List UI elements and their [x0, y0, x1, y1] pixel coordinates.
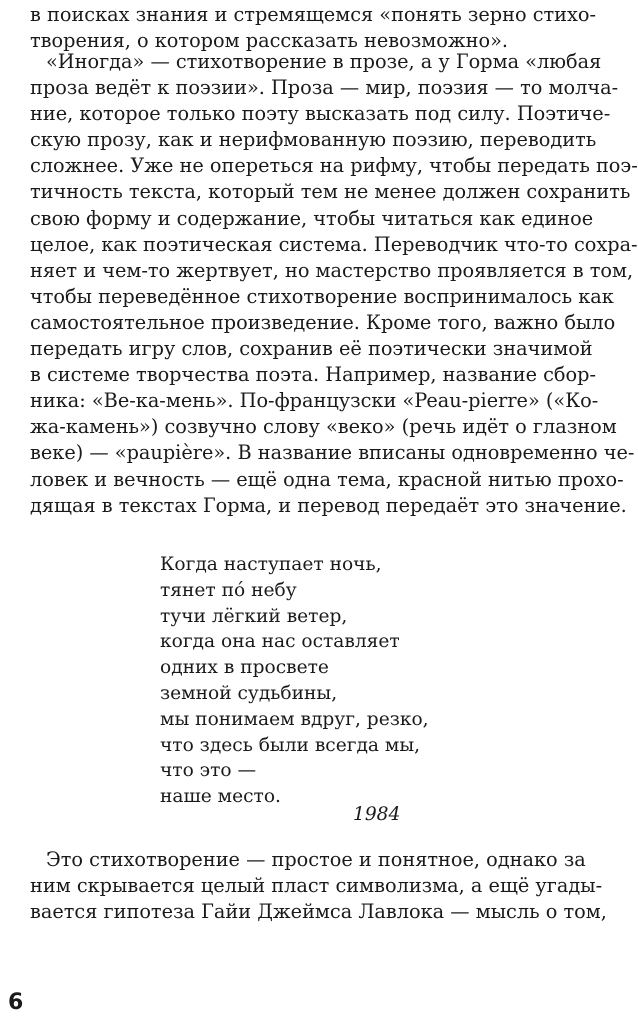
paragraph-main [30, 49, 638, 519]
text-line: тичность текста, который тем не менее должен сохранить [30, 180, 631, 204]
text-line: сложнее. Уже не опереться на рифму, чтобы передать поэ- [30, 154, 638, 178]
poem-line: наше место. [160, 786, 281, 808]
text-line: в поисках знания и стремящемся «понять зерно стихо- [30, 3, 597, 26]
text-line: самостоятельное произведение. Кроме того, важно было [30, 310, 616, 334]
text-line: скую прозу, как и нерифмованную поэзию, переводить [30, 128, 597, 152]
text-line: Это стихотворение — простое и понятное, однако за [46, 848, 586, 871]
text-line: вается гипотеза Гайи Джеймса Лавлока — мысль о том, [30, 900, 607, 924]
page-number: 6 [8, 990, 24, 1015]
text-line: творения, о котором рассказать невозможно». [30, 29, 509, 53]
text-line: чтобы переведённое стихотворение воспринималось как [30, 284, 614, 308]
poem-line: Когда наступает ночь, [160, 554, 382, 575]
poem-line: тучи лёгкий ветер, [160, 605, 348, 627]
text-line: ловек и вечность — ещё одна тема, красной нитью прохо- [30, 467, 624, 491]
poem-line: одних в просвете [160, 657, 329, 679]
paragraph-bottom [30, 847, 607, 925]
text-line: ним скрывается целый пласт символизма, а ещё угады- [30, 874, 603, 898]
text-line: ние, которое только поэту высказать под силу. Поэтиче- [30, 102, 611, 126]
text-line: веке) — «paupière». В название вписаны одновременно че- [30, 441, 635, 465]
text-line: свою форму и содержание, чтобы читаться как единое [30, 206, 594, 230]
text-line: дящая в текстах Горма, и перевод передаёт это значение. [30, 493, 627, 517]
text-line: целое, как поэтическая система. Переводчик что-то сохра- [30, 232, 638, 256]
text-line: ника: «Ве-ка-мень». По-французски «Peau-pierre» («Ко- [30, 389, 599, 413]
poem [160, 552, 429, 810]
poem-year: 1984 [353, 804, 401, 825]
paragraph-top [30, 2, 597, 54]
text-line: в системе творчества поэта. Например, название сбор- [30, 363, 596, 387]
poem-line: земной судьбины, [160, 682, 338, 704]
poem-line: что это — [160, 760, 257, 782]
poem-line: что здесь были всегда мы, [160, 734, 421, 756]
text-line: «Иногда» — стихотворение в прозе, а у Горма «любая [46, 50, 602, 73]
poem-line: когда она нас оставляет [160, 631, 400, 653]
text-line: няет и чем-то жертвует, но мастерство проявляется в том, [30, 258, 634, 282]
text-line: жа-камень») созвучно слову «веко» (речь идёт о глазном [30, 415, 617, 439]
text-line: передать игру слов, сохранив её поэтически значимой [30, 337, 593, 361]
text-line: проза ведёт к поэзии». Проза — мир, поэзия — то молча- [30, 76, 619, 100]
poem-line: тянет пó небу [160, 579, 297, 601]
poem-line: мы понимаем вдруг, резко, [160, 708, 429, 730]
